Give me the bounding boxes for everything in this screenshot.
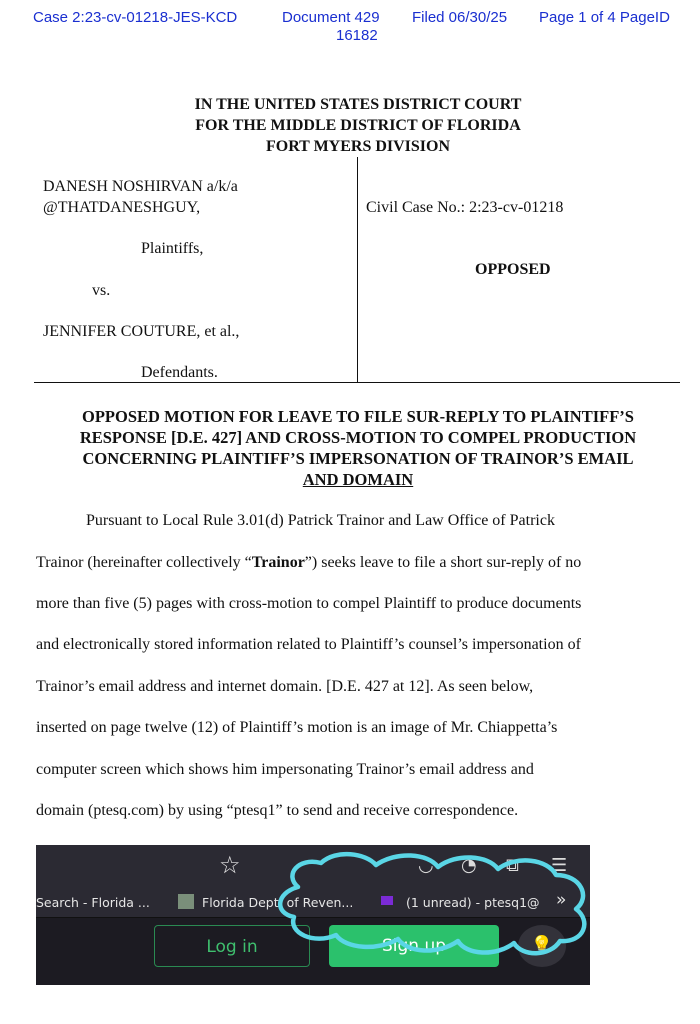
filed-date: Filed 06/30/25 (412, 9, 508, 26)
body-line-2: Trainor (hereinafter collectively “Trainor”) seeks leave to file a short sur-reply of no (36, 554, 582, 571)
court-line-1: IN THE UNITED STATES DISTRICT COURT (194, 96, 522, 113)
signup-button: Sign up (329, 925, 499, 967)
bookmark-unread-mail: (1 unread) - ptesq1@ (406, 895, 540, 910)
title-line-2: RESPONSE [D.E. 427] AND CROSS-MOTION TO COMPEL PRODUCTION (79, 428, 637, 447)
extensions-icon: ⧉ (506, 855, 519, 876)
page-info: Page 1 of 4 PageID (539, 9, 670, 26)
sync-icon: ◔ (461, 855, 477, 876)
highlight-cloud-annotation (36, 845, 590, 985)
star-icon: ☆ (219, 851, 241, 879)
caption-divider (357, 157, 358, 382)
pocket-icon: ◡ (418, 855, 434, 876)
trainor-defined-term: Trainor (251, 554, 305, 571)
bookmark-search-florida: Search - Florida ... (36, 895, 150, 910)
court-line-2: FOR THE MIDDLE DISTRICT OF FLORIDA (195, 117, 521, 134)
caption-rule (34, 382, 680, 383)
plaintiff-handle: @THATDANESHGUY, (43, 199, 201, 216)
civil-case-number: Civil Case No.: 2:23-cv-01218 (366, 199, 564, 216)
document-number: Document 429 (282, 9, 380, 26)
body-line-4: and electronically stored information related to Plaintiff’s counsel’s impersonation of (36, 636, 581, 653)
embedded-screenshot (36, 845, 590, 985)
defendant-name: JENNIFER COUTURE, et al., (43, 323, 240, 340)
login-button: Log in (154, 925, 310, 967)
bookmark-florida-dept: Florida Dept. of Reven... (202, 895, 354, 910)
title-line-1: OPPOSED MOTION FOR LEAVE TO FILE SUR-REPLY TO PLAINTIFF’S (82, 407, 634, 426)
body-line-3: more than five (5) pages with cross-motion to compel Plaintiff to produce documents (36, 595, 582, 612)
defendants-label: Defendants. (141, 364, 218, 381)
court-line-3: FORT MYERS DIVISION (265, 138, 451, 155)
plaintiffs-label: Plaintiffs, (141, 240, 204, 257)
bookmarks-overflow-icon: » (556, 890, 567, 910)
opposed-label: OPPOSED (475, 261, 551, 278)
menu-icon: ☰ (551, 855, 568, 876)
pageid-number: 16182 (336, 27, 378, 44)
body-line-8: domain (ptesq.com) by using “ptesq1” to send and receive correspondence. (36, 802, 519, 819)
court-heading (0, 94, 700, 157)
title-line-4: AND DOMAIN (302, 470, 414, 489)
title-line-3: CONCERNING PLAINTIFF’S IMPERSONATION OF TRAINOR’S EMAIL (82, 449, 634, 468)
case-number: Case 2:23-cv-01218-JES-KCD (33, 9, 238, 26)
body-line-7: computer screen which shows him impersonating Trainor’s email address and (36, 761, 534, 778)
body-line-1: Pursuant to Local Rule 3.01(d) Patrick Trainor and Law Office of Patrick (86, 512, 555, 529)
motion-title (0, 406, 700, 490)
versus: vs. (92, 282, 111, 299)
lightbulb-icon: 💡 (518, 925, 566, 967)
body-line-6: inserted on page twelve (12) of Plaintiff’s motion is an image of Mr. Chiappetta’s (36, 719, 558, 736)
plaintiff-name: DANESH NOSHIRVAN a/k/a (43, 178, 238, 195)
body-line-5: Trainor’s email address and internet domain. [D.E. 427 at 12]. As seen below, (36, 678, 534, 695)
